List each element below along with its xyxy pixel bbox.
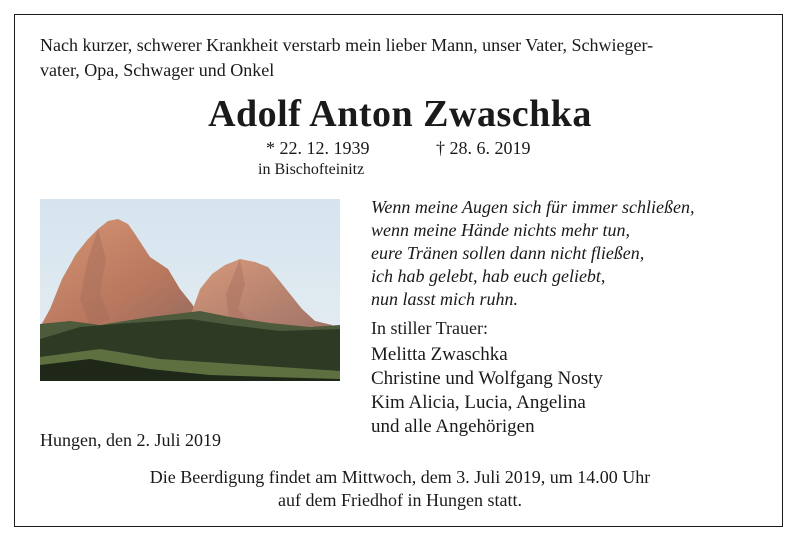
dateline: Hungen, den 2. Juli 2019	[40, 430, 221, 450]
death-date: † 28. 6. 2019	[436, 138, 531, 158]
mourner-name: Melitta Zwaschka	[371, 344, 508, 365]
birthplace: in Bischofteinitz	[258, 161, 365, 178]
intro-line-1: Nach kurzer, schwerer Krankheit verstarb mein lieber Mann, unser Vater, Schwieger-	[40, 35, 654, 55]
poem-line: eure Tränen sollen dann nicht fließen,	[371, 243, 645, 263]
mourners-list	[371, 343, 603, 439]
mourner-name: und alle Angehörigen	[371, 416, 535, 437]
funeral-info	[0, 466, 800, 512]
intro-line-2: vater, Opa, Schwager und Onkel	[40, 60, 275, 80]
funeral-line-2: auf dem Friedhof in Hungen statt.	[278, 490, 522, 510]
mourning-heading: In stiller Trauer:	[371, 318, 488, 338]
intro-text	[40, 33, 770, 83]
birth-date: * 22. 12. 1939	[266, 138, 370, 158]
mountain-icon	[40, 199, 340, 381]
poem-line: nun lasst mich ruhn.	[371, 289, 519, 309]
poem-line: Wenn meine Augen sich für immer schließen,	[371, 197, 695, 217]
poem	[371, 196, 694, 311]
poem-line: ich hab gelebt, hab euch geliebt,	[371, 266, 606, 286]
mountain-photo	[40, 199, 340, 381]
mourner-name: Kim Alicia, Lucia, Angelina	[371, 392, 586, 413]
deceased-name: Adolf Anton Zwaschka	[208, 93, 592, 135]
poem-line: wenn meine Hände nichts mehr tun,	[371, 220, 630, 240]
funeral-line-1: Die Beerdigung findet am Mittwoch, dem 3. Juli 2019, um 14.00 Uhr	[149, 467, 651, 487]
mourner-name: Christine und Wolfgang Nosty	[371, 368, 603, 389]
